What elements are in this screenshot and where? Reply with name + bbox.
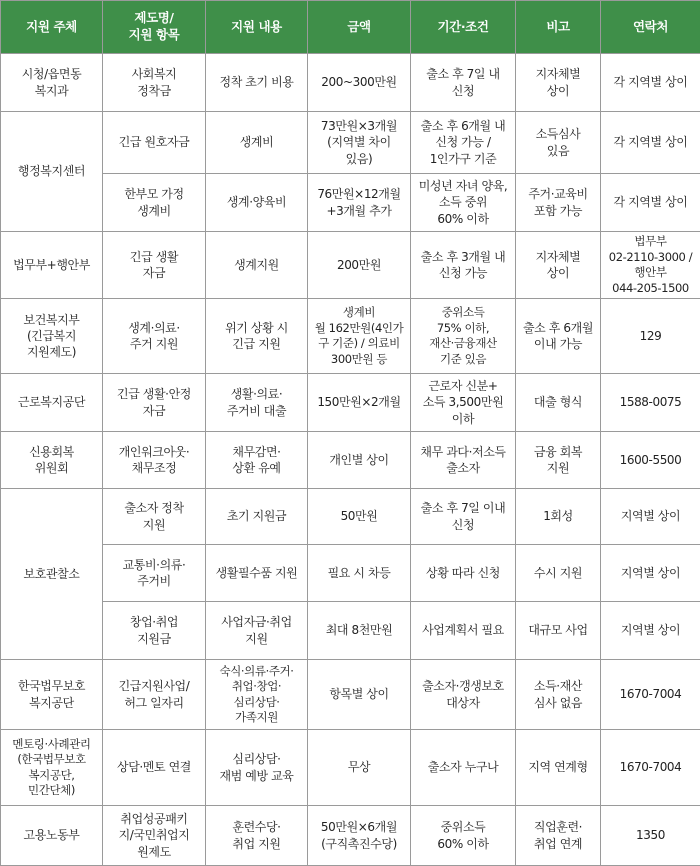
cell-contact: 각 지역별 상이 — [601, 54, 700, 112]
cell-contact: 지역별 상이 — [601, 489, 700, 545]
header-content: 지원 내용 — [206, 1, 308, 54]
cell-amount: 항목별 상이 — [308, 660, 411, 730]
cell-amount: 200만원 — [308, 232, 411, 299]
cell-amount: 최대 8천만원 — [308, 602, 411, 660]
cell-content: 초기 지원금 — [206, 489, 308, 545]
cell-agency: 한국법무보호 복지공단 — [1, 660, 103, 730]
cell-note: 출소 후 6개월 이내 가능 — [516, 299, 601, 374]
header-condition: 기간·조건 — [411, 1, 516, 54]
table-row — [1, 54, 700, 112]
cell-program: 긴급 원호자금 — [103, 112, 206, 174]
cell-note: 지역 연계형 — [516, 730, 601, 806]
cell-content: 정착 초기 비용 — [206, 54, 308, 112]
cell-content: 심리상담· 재범 예방 교육 — [206, 730, 308, 806]
cell-agency: 행정복지센터 — [1, 112, 103, 232]
table-header-row — [1, 1, 700, 54]
cell-note: 1회성 — [516, 489, 601, 545]
table-row — [1, 432, 700, 489]
cell-contact: 각 지역별 상이 — [601, 112, 700, 174]
cell-amount: 개인별 상이 — [308, 432, 411, 489]
cell-program: 긴급 생활·안정 자금 — [103, 374, 206, 432]
cell-note: 주거·교육비 포함 가능 — [516, 174, 601, 232]
cell-amount: 73만원×3개월 (지역별 차이 있음) — [308, 112, 411, 174]
header-program: 제도명/ 지원 항목 — [103, 1, 206, 54]
cell-program: 취업성공패키 지/국민취업지 원제도 — [103, 806, 206, 866]
cell-condition: 출소 후 6개월 내 신청 가능 / 1인가구 기준 — [411, 112, 516, 174]
cell-agency: 보건복지부 (긴급복지 지원제도) — [1, 299, 103, 374]
table-row — [1, 374, 700, 432]
cell-content: 생활필수품 지원 — [206, 545, 308, 602]
cell-agency: 멘토링·사례관리 (한국법무보호 복지공단, 민간단체) — [1, 730, 103, 806]
cell-program: 교통비·의류· 주거비 — [103, 545, 206, 602]
cell-content: 훈련수당· 취업 지원 — [206, 806, 308, 866]
cell-program: 창업·취업 지원금 — [103, 602, 206, 660]
cell-content: 위기 상황 시 긴급 지원 — [206, 299, 308, 374]
table-row — [1, 232, 700, 299]
cell-content: 생계비 — [206, 112, 308, 174]
cell-note: 소득·재산 심사 없음 — [516, 660, 601, 730]
cell-contact: 지역별 상이 — [601, 602, 700, 660]
cell-condition: 상황 따라 신청 — [411, 545, 516, 602]
cell-condition: 미성년 자녀 양육, 소득 중위 60% 이하 — [411, 174, 516, 232]
cell-note: 대출 형식 — [516, 374, 601, 432]
cell-condition: 출소자 누구나 — [411, 730, 516, 806]
cell-contact: 1600-5500 — [601, 432, 700, 489]
cell-note: 지자체별 상이 — [516, 232, 601, 299]
cell-program: 긴급지원사업/ 허그 일자리 — [103, 660, 206, 730]
cell-content: 숙식·의류·주거· 취업·창업· 심리상담· 가족지원 — [206, 660, 308, 730]
cell-agency: 근로복지공단 — [1, 374, 103, 432]
cell-amount: 생계비 월 162만원(4인가 구 기준) / 의료비 300만원 등 — [308, 299, 411, 374]
cell-amount: 200~300만원 — [308, 54, 411, 112]
cell-amount: 50만원×6개월 (구직촉진수당) — [308, 806, 411, 866]
cell-content: 채무감면· 상환 유예 — [206, 432, 308, 489]
cell-note: 지자체별 상이 — [516, 54, 601, 112]
cell-agency: 시청/읍면동 복지과 — [1, 54, 103, 112]
cell-program: 사회복지 정착금 — [103, 54, 206, 112]
cell-condition: 중위소득 60% 이하 — [411, 806, 516, 866]
table-row — [1, 730, 700, 806]
header-amount: 금액 — [308, 1, 411, 54]
cell-program: 생계·의료· 주거 지원 — [103, 299, 206, 374]
cell-amount: 필요 시 차등 — [308, 545, 411, 602]
cell-contact: 1588-0075 — [601, 374, 700, 432]
cell-condition: 중위소득 75% 이하, 재산·금융재산 기준 있음 — [411, 299, 516, 374]
table-row — [1, 806, 700, 866]
cell-note: 소득심사 있음 — [516, 112, 601, 174]
cell-content: 생계·양육비 — [206, 174, 308, 232]
cell-condition: 채무 과다·저소득 출소자 — [411, 432, 516, 489]
cell-content: 생활·의료· 주거비 대출 — [206, 374, 308, 432]
cell-condition: 출소자·갱생보호 대상자 — [411, 660, 516, 730]
table-row — [1, 489, 700, 545]
header-agency: 지원 주체 — [1, 1, 103, 54]
table-row — [1, 112, 700, 174]
cell-agency: 법무부+행안부 — [1, 232, 103, 299]
cell-content: 생계지원 — [206, 232, 308, 299]
cell-program: 한부모 가정 생계비 — [103, 174, 206, 232]
cell-amount: 150만원×2개월 — [308, 374, 411, 432]
cell-program: 상담·멘토 연결 — [103, 730, 206, 806]
cell-program: 긴급 생활 자금 — [103, 232, 206, 299]
cell-contact: 1350 — [601, 806, 700, 866]
cell-program: 출소자 정착 지원 — [103, 489, 206, 545]
cell-content: 사업자금·취업 지원 — [206, 602, 308, 660]
cell-amount: 무상 — [308, 730, 411, 806]
table-row — [1, 545, 700, 602]
cell-note: 금융 회복 지원 — [516, 432, 601, 489]
cell-contact: 지역별 상이 — [601, 545, 700, 602]
cell-condition: 근로자 신분+ 소득 3,500만원 이하 — [411, 374, 516, 432]
header-contact: 연락처 — [601, 1, 700, 54]
cell-program: 개인워크아웃· 채무조정 — [103, 432, 206, 489]
table-row — [1, 174, 700, 232]
cell-condition: 출소 후 3개월 내 신청 가능 — [411, 232, 516, 299]
table-body — [1, 54, 700, 866]
cell-condition: 출소 후 7일 이내 신청 — [411, 489, 516, 545]
cell-note: 직업훈련· 취업 연계 — [516, 806, 601, 866]
cell-contact: 1670-7004 — [601, 660, 700, 730]
cell-contact: 129 — [601, 299, 700, 374]
cell-contact: 법무부 02-2110-3000 / 행안부 044-205-1500 — [601, 232, 700, 299]
cell-note: 대규모 사업 — [516, 602, 601, 660]
cell-agency: 보호관찰소 — [1, 489, 103, 660]
table-row — [1, 299, 700, 374]
cell-contact: 1670-7004 — [601, 730, 700, 806]
cell-agency: 고용노동부 — [1, 806, 103, 866]
cell-amount: 50만원 — [308, 489, 411, 545]
table-row — [1, 660, 700, 730]
cell-amount: 76만원×12개월 +3개월 추가 — [308, 174, 411, 232]
table-row — [1, 602, 700, 660]
cell-note: 수시 지원 — [516, 545, 601, 602]
cell-condition: 사업계획서 필요 — [411, 602, 516, 660]
header-note: 비고 — [516, 1, 601, 54]
cell-condition: 출소 후 7일 내 신청 — [411, 54, 516, 112]
cell-agency: 신용회복 위원회 — [1, 432, 103, 489]
cell-contact: 각 지역별 상이 — [601, 174, 700, 232]
